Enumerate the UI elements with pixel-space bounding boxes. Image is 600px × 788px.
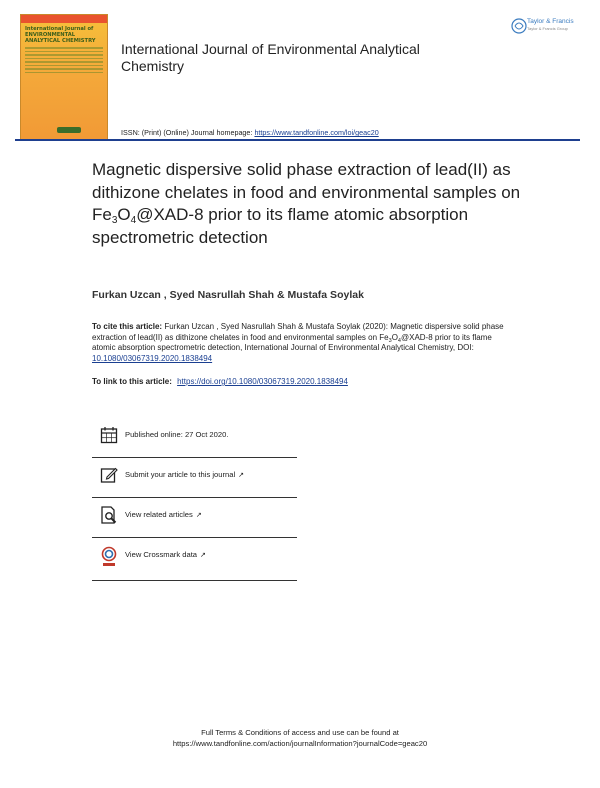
citation-subscript-4: 4 <box>397 337 401 344</box>
crossmark-row[interactable] <box>92 546 297 586</box>
terms-footer <box>0 728 600 749</box>
cover-header-band <box>21 15 107 23</box>
external-link-icon: ↗ <box>195 512 202 519</box>
title-oxygen: O <box>117 205 131 224</box>
link-label: To link to this article: <box>92 377 172 386</box>
journal-cover-image <box>20 14 108 140</box>
publisher-name <box>527 19 574 32</box>
citation-text-part1: Furkan Uzcan , Syed Nasrullah Shah & Mustafa Soylak (2020): Magnetic dispersive solid phase extraction of lead(II) as dithizone chelates in food and environmental samples on Fe <box>92 322 504 342</box>
calendar-icon <box>100 426 118 444</box>
cover-text-lines <box>21 44 107 73</box>
cover-publisher-logo <box>57 127 81 133</box>
doi-link[interactable]: 10.1080/03067319.2020.1838494 <box>92 353 213 363</box>
citation-oxygen: O <box>391 332 398 342</box>
citation-subscript-3: 3 <box>388 337 392 344</box>
citation-text-part2: @XAD-8 prior to its flame atomic absorption spectrometric detection, International Journal of Environmental Analytical Chemistry, DOI: <box>92 332 492 353</box>
title-subscript-4: 4 <box>130 215 137 226</box>
issn-line <box>121 128 379 137</box>
crossmark-link[interactable] <box>125 550 206 559</box>
row-divider <box>92 537 297 538</box>
row-divider <box>92 457 297 458</box>
terms-line: Full Terms & Conditions of access and use can be found at <box>201 728 399 737</box>
issn-label: ISSN: (Print) (Online) Journal homepage: <box>121 128 253 137</box>
terms-url-link[interactable]: https://www.tandfonline.com/action/journalInformation?journalCode=geac20 <box>172 738 428 748</box>
related-articles-row[interactable] <box>92 506 297 546</box>
publisher-name-text: Taylor & Francis <box>527 18 574 25</box>
edit-icon <box>100 466 118 484</box>
citation-label: To cite this article: <box>92 322 163 331</box>
article-title-part2: @XAD-8 prior to its flame atomic absorption spectrometric detection <box>92 205 469 247</box>
journal-title: International Journal of Environmental Analytical Chemistry <box>121 41 420 74</box>
citation-block <box>92 322 512 364</box>
submit-article-row[interactable] <box>92 466 297 506</box>
crossmark-text: View Crossmark data <box>125 550 198 559</box>
external-link-icon: ↗ <box>200 552 206 559</box>
article-doi-url[interactable]: https://doi.org/10.1080/03067319.2020.1838494 <box>177 377 348 386</box>
row-divider <box>92 497 297 498</box>
publisher-group: Taylor & Francis Group <box>527 26 568 31</box>
published-date: Published online: 27 Oct 2020. <box>125 430 229 439</box>
title-subscript-3: 3 <box>111 215 118 226</box>
related-articles-link[interactable] <box>125 510 202 519</box>
submit-article-link[interactable] <box>125 470 244 479</box>
header-divider <box>15 139 580 141</box>
article-title <box>92 159 552 249</box>
journal-homepage-link[interactable]: https://www.tandfonline.com/loi/geac20 <box>254 128 379 137</box>
external-link-icon: ↗ <box>238 472 245 479</box>
article-title-part1: Magnetic dispersive solid phase extraction of lead(II) as dithizone chelates in food and environmental samples on Fe <box>92 160 521 224</box>
cover-title: International Journal of ENVIRONMENTAL ANALYTICAL CHEMISTRY <box>25 26 96 44</box>
article-authors: Furkan Uzcan , Syed Nasrullah Shah & Mustafa Soylak <box>92 289 364 301</box>
related-articles-icon <box>100 506 118 524</box>
related-articles-text: View related articles <box>125 510 193 519</box>
article-link-line <box>92 377 348 386</box>
crossmark-icon <box>100 546 118 568</box>
published-online-row <box>92 426 297 466</box>
submit-article-text: Submit your article to this journal <box>125 470 236 479</box>
row-divider <box>92 580 297 581</box>
